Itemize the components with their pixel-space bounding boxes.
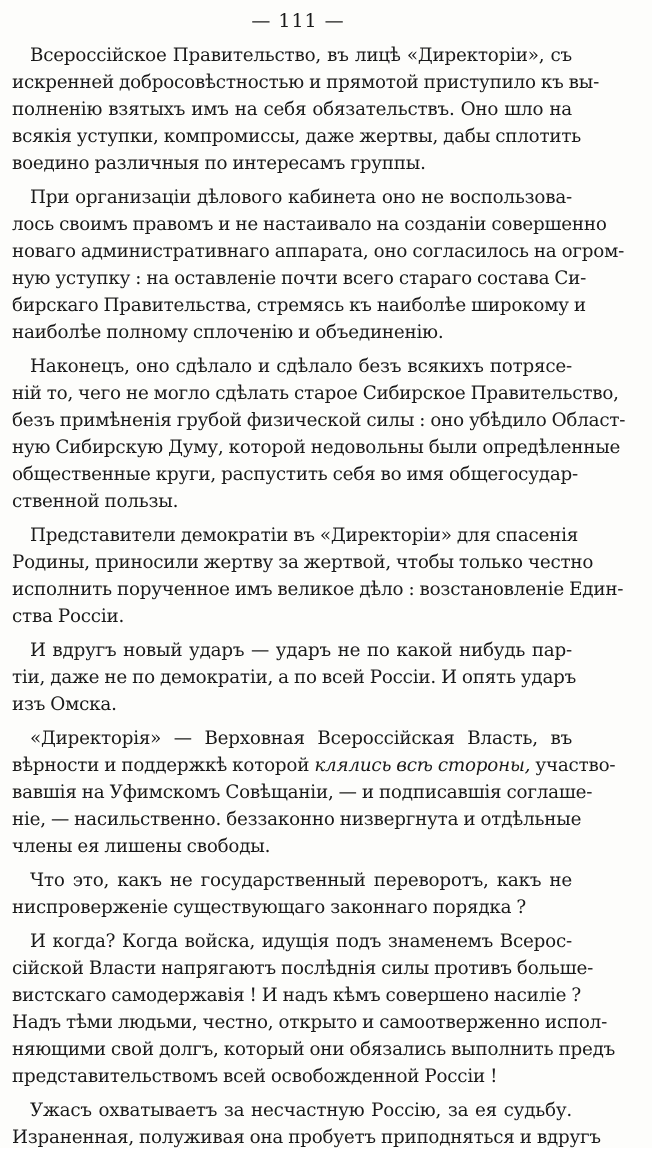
body-text	[12, 42, 626, 1151]
text-line: ства Россіи.	[12, 606, 125, 627]
text-line: Родины, приносили жертву за жертвой, чтобы только честно	[12, 552, 594, 573]
text-line: вистскаго самодержавія ! И надъ кѣмъ совершено насиліе ?	[12, 985, 582, 1006]
text-line: лось своимъ правомъ и не настаивало на созданіи совершенно	[12, 214, 607, 235]
text-line: всякія уступки, компромиссы, даже жертвы, дабы сплотить	[12, 126, 582, 147]
text-line: исполнить порученное имъ великое дѣло : возстановленіе Един-	[12, 579, 624, 600]
paragraph-9	[12, 1097, 601, 1151]
text-line: «Директорія» — Верховная Всероссійская Власть, въ	[30, 728, 572, 749]
text-line: общественные круги, распустить себя во имя общегосудар-	[12, 464, 579, 485]
text-line: полненію взятыхъ имъ на себя обязательствъ. Оно шло на	[12, 99, 572, 120]
paragraph-8	[12, 928, 616, 1090]
text-line: При организаціи дѣлового кабинета оно не воспользова-	[30, 187, 572, 208]
emphasized-text: клялись всѣ стороны,	[314, 755, 531, 776]
page-number: — 111 —	[251, 10, 345, 32]
text-line: Что это, какъ не государственный переворотъ, какъ не	[30, 870, 572, 891]
text-line: Наконецъ, оно сдѣлало и сдѣлало безъ всякихъ потрясе-	[30, 356, 572, 377]
text-line: няющими свой долгъ, который они обязались выполнить предъ	[12, 1039, 616, 1060]
text-line: новаго административнаго аппарата, оно согласилось на огром-	[12, 241, 625, 262]
text-line: Представители демократіи въ «Директоріи» для спасенія	[30, 525, 579, 546]
text-line: представительствомъ всей освобожденной Россіи !	[12, 1066, 498, 1087]
paragraph-4	[12, 522, 624, 630]
text-segment: вѣрности и поддержкѣ которой	[12, 755, 310, 776]
text-line: ную уступку : на оставленіе почти всего стараго состава Си-	[12, 268, 587, 289]
paragraph-1	[12, 42, 600, 177]
text-line: вавшія на Уфимскомъ Совѣщаніи, — и подписавшія соглаше-	[12, 782, 593, 803]
text-line: бирскаго Правительства, стремясь къ наиболѣе широкому и	[12, 295, 586, 316]
text-line: наиболѣе полному сплоченію и объединенію.	[12, 322, 444, 343]
paragraph-5	[12, 637, 577, 718]
text-segment: участво-	[535, 755, 616, 776]
text-line: изъ Омска.	[12, 694, 117, 715]
text-line: безъ примѣненія грубой физической силы : оно убѣдило Област-	[12, 410, 626, 431]
paragraph-6	[12, 725, 616, 860]
text-line-mixed	[12, 752, 616, 779]
text-line: воедино различныя по интересамъ группы.	[12, 153, 426, 174]
text-line: ниспроверженіе существующаго законнаго порядка ?	[12, 897, 527, 918]
text-line: ственной пользы.	[12, 491, 179, 512]
text-line: тіи, даже не по демократіи, а по всей Россіи. И опять ударъ	[12, 667, 577, 688]
paragraph-7	[12, 867, 572, 921]
text-line: И когда? Когда войска, идущія подъ знаменемъ Всерос-	[30, 931, 572, 952]
text-line: сійской Власти напрягаютъ послѣднія силы противъ больше-	[12, 958, 594, 979]
text-line: ную Сибирскую Думу, которой недовольны были опредѣленные	[12, 437, 621, 458]
text-line: ніе, — насильственно. беззаконно низвергнута и отдѣльные	[12, 809, 582, 830]
text-line: Израненная, полуживая она пробуетъ приподняться и вдругъ	[12, 1127, 601, 1148]
text-line: Ужасъ охватываетъ за несчастную Россію, за ея судьбу.	[30, 1100, 572, 1121]
text-line: искренней добросовѣстностью и прямотой приступило къ вы-	[12, 72, 600, 93]
paragraph-3	[12, 353, 626, 515]
paragraph-2	[12, 184, 625, 346]
text-line: Всероссійское Правительство, въ лицѣ «Директоріи», съ	[30, 45, 572, 66]
text-line: И вдругъ новый ударъ — ударъ не по какой нибудь пар-	[30, 640, 572, 661]
text-line: члены ея лишены свободы.	[12, 836, 271, 857]
text-line: Надъ тѣми людьми, честно, открыто и самоотверженно испол-	[12, 1012, 608, 1033]
text-line: ній то, чего не могло сдѣлать старое Сибирское Правительство,	[12, 383, 619, 404]
